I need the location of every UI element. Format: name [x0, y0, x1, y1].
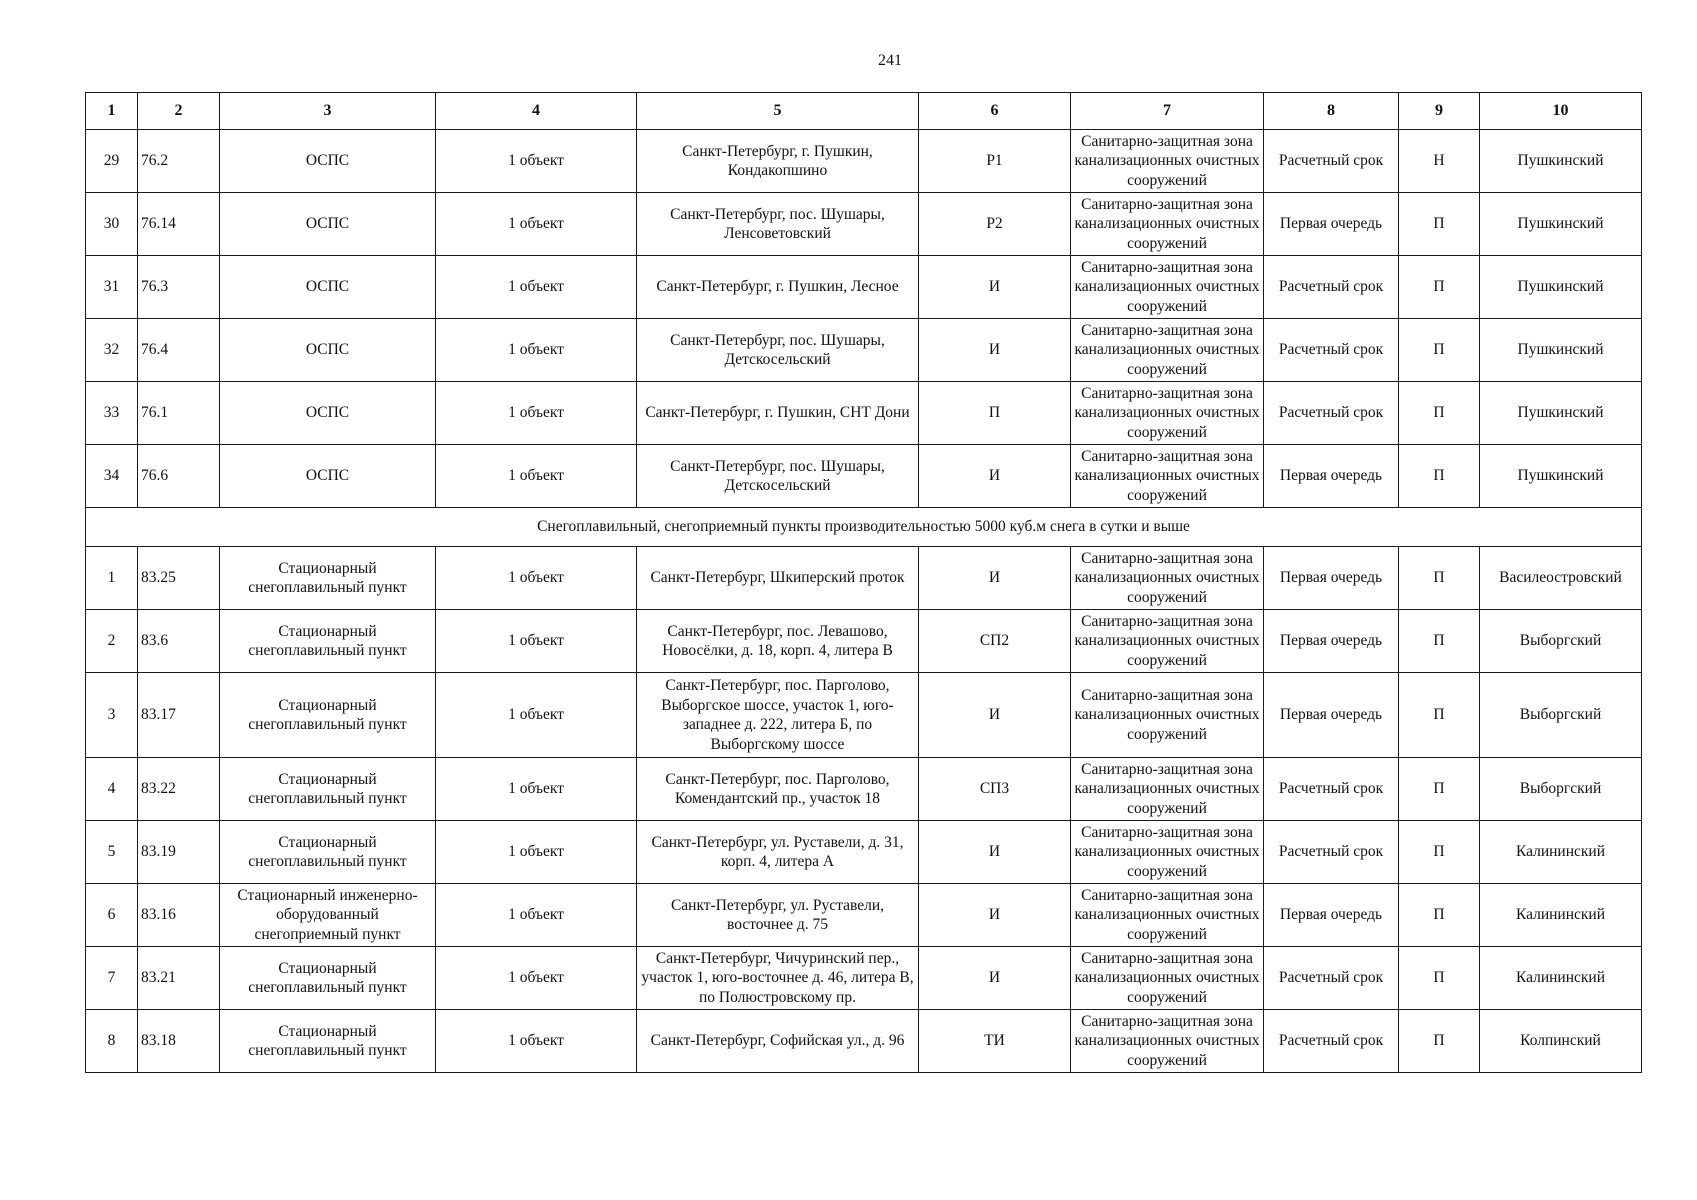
address-cell: Санкт-Петербург, пос. Парголово, Комендантский пр., участок 18 [637, 758, 919, 821]
zone-description-cell: Санитарно-защитная зона канализационных очистных сооружений [1071, 547, 1264, 610]
zone-cell: И [919, 821, 1071, 884]
term-cell: Первая очередь [1264, 547, 1399, 610]
zone-description-cell: Санитарно-защитная зона канализационных очистных сооружений [1071, 193, 1264, 256]
district-cell: Калининский [1480, 884, 1642, 947]
district-cell: Пушкинский [1480, 193, 1642, 256]
zone-description-cell: Санитарно-защитная зона канализационных очистных сооружений [1071, 821, 1264, 884]
zone-description-cell: Санитарно-защитная зона канализационных очистных сооружений [1071, 319, 1264, 382]
term-cell: Первая очередь [1264, 673, 1399, 758]
row-number-cell: 4 [86, 758, 138, 821]
table-row [86, 947, 1642, 1010]
object-type-cell: ОСПС [220, 319, 436, 382]
zone-description-cell: Санитарно-защитная зона канализационных очистных сооружений [1071, 445, 1264, 508]
row-number-cell: 31 [86, 256, 138, 319]
object-code-cell: 83.16 [138, 884, 220, 947]
table-row [86, 382, 1642, 445]
table-section [86, 508, 1642, 547]
object-code-cell: 83.25 [138, 547, 220, 610]
district-cell: Пушкинский [1480, 256, 1642, 319]
term-cell: Расчетный срок [1264, 256, 1399, 319]
zone-cell: И [919, 319, 1071, 382]
address-cell: Санкт-Петербург, пос. Левашово, Новосёлки, д. 18, корп. 4, литера В [637, 610, 919, 673]
zone-cell: СП3 [919, 758, 1071, 821]
zone-description-cell: Санитарно-защитная зона канализационных очистных сооружений [1071, 610, 1264, 673]
row-number-cell: 2 [86, 610, 138, 673]
page-number: 241 [878, 52, 902, 69]
address-cell: Санкт-Петербург, пос. Шушары, Ленсоветовский [637, 193, 919, 256]
header-cell: 9 [1399, 93, 1480, 130]
row-number-cell: 6 [86, 884, 138, 947]
status-cell: П [1399, 610, 1480, 673]
district-cell: Калининский [1480, 821, 1642, 884]
district-cell: Василеостровский [1480, 547, 1642, 610]
zone-description-cell: Санитарно-защитная зона канализационных очистных сооружений [1071, 947, 1264, 1010]
status-cell: П [1399, 673, 1480, 758]
table-row [86, 884, 1642, 947]
address-cell: Санкт-Петербург, ул. Руставели, д. 31, корп. 4, литера А [637, 821, 919, 884]
object-type-cell: Стационарный снегоплавильный пункт [220, 673, 436, 758]
object-type-cell: ОСПС [220, 256, 436, 319]
term-cell: Расчетный срок [1264, 382, 1399, 445]
object-code-cell: 83.18 [138, 1010, 220, 1073]
term-cell: Первая очередь [1264, 610, 1399, 673]
header-cell: 5 [637, 93, 919, 130]
term-cell: Расчетный срок [1264, 947, 1399, 1010]
object-code-cell: 76.2 [138, 130, 220, 193]
address-cell: Санкт-Петербург, г. Пушкин, Кондакопшино [637, 130, 919, 193]
row-number-cell: 33 [86, 382, 138, 445]
status-cell: П [1399, 547, 1480, 610]
status-cell: П [1399, 947, 1480, 1010]
object-code-cell: 83.6 [138, 610, 220, 673]
row-number-cell: 34 [86, 445, 138, 508]
zone-cell: И [919, 445, 1071, 508]
table-body-snow [86, 547, 1642, 1073]
object-code-cell: 76.14 [138, 193, 220, 256]
quantity-cell: 1 объект [436, 1010, 637, 1073]
address-cell: Санкт-Петербург, пос. Шушары, Детскосельский [637, 319, 919, 382]
object-code-cell: 83.21 [138, 947, 220, 1010]
address-cell: Санкт-Петербург, г. Пушкин, Лесное [637, 256, 919, 319]
table-row [86, 193, 1642, 256]
status-cell: П [1399, 319, 1480, 382]
object-type-cell: Стационарный снегоплавильный пункт [220, 758, 436, 821]
term-cell: Первая очередь [1264, 193, 1399, 256]
zone-cell: СП2 [919, 610, 1071, 673]
object-type-cell: ОСПС [220, 445, 436, 508]
status-cell: П [1399, 758, 1480, 821]
object-type-cell: Стационарный снегоплавильный пункт [220, 821, 436, 884]
district-cell: Калининский [1480, 947, 1642, 1010]
district-cell: Выборгский [1480, 758, 1642, 821]
district-cell: Выборгский [1480, 673, 1642, 758]
address-cell: Санкт-Петербург, г. Пушкин, СНТ Дони [637, 382, 919, 445]
zone-cell: Р2 [919, 193, 1071, 256]
address-cell: Санкт-Петербург, Шкиперский проток [637, 547, 919, 610]
header-cell: 7 [1071, 93, 1264, 130]
quantity-cell: 1 объект [436, 382, 637, 445]
district-cell: Пушкинский [1480, 382, 1642, 445]
quantity-cell: 1 объект [436, 758, 637, 821]
zone-cell: И [919, 256, 1071, 319]
object-code-cell: 76.3 [138, 256, 220, 319]
term-cell: Расчетный срок [1264, 319, 1399, 382]
object-type-cell: Стационарный снегоплавильный пункт [220, 610, 436, 673]
object-type-cell: Стационарный снегоплавильный пункт [220, 547, 436, 610]
row-number-cell: 5 [86, 821, 138, 884]
table-row [86, 1010, 1642, 1073]
table-row [86, 319, 1642, 382]
status-cell: П [1399, 821, 1480, 884]
table-row [86, 547, 1642, 610]
row-number-cell: 32 [86, 319, 138, 382]
object-type-cell: Стационарный снегоплавильный пункт [220, 947, 436, 1010]
status-cell: П [1399, 1010, 1480, 1073]
status-cell: П [1399, 445, 1480, 508]
header-cell: 8 [1264, 93, 1399, 130]
address-cell: Санкт-Петербург, ул. Руставели, восточнее д. 75 [637, 884, 919, 947]
table-row [86, 758, 1642, 821]
table-body-pumping [86, 130, 1642, 508]
zone-cell: И [919, 884, 1071, 947]
status-cell: П [1399, 382, 1480, 445]
row-number-cell: 29 [86, 130, 138, 193]
object-type-cell: Стационарный снегоплавильный пункт [220, 1010, 436, 1073]
object-code-cell: 83.19 [138, 821, 220, 884]
header-cell: 1 [86, 93, 138, 130]
table-row [86, 821, 1642, 884]
zone-description-cell: Санитарно-защитная зона канализационных очистных сооружений [1071, 382, 1264, 445]
quantity-cell: 1 объект [436, 130, 637, 193]
object-type-cell: ОСПС [220, 382, 436, 445]
row-number-cell: 30 [86, 193, 138, 256]
header-cell: 2 [138, 93, 220, 130]
table-row [86, 673, 1642, 758]
header-cell: 4 [436, 93, 637, 130]
zone-cell: Р1 [919, 130, 1071, 193]
zone-description-cell: Санитарно-защитная зона канализационных очистных сооружений [1071, 256, 1264, 319]
zone-description-cell: Санитарно-защитная зона канализационных очистных сооружений [1071, 884, 1264, 947]
address-cell: Санкт-Петербург, Софийская ул., д. 96 [637, 1010, 919, 1073]
object-code-cell: 83.17 [138, 673, 220, 758]
zone-description-cell: Санитарно-защитная зона канализационных очистных сооружений [1071, 673, 1264, 758]
quantity-cell: 1 объект [436, 445, 637, 508]
table-header [86, 93, 1642, 130]
quantity-cell: 1 объект [436, 256, 637, 319]
zone-cell: П [919, 382, 1071, 445]
object-code-cell: 83.22 [138, 758, 220, 821]
zone-cell: И [919, 673, 1071, 758]
object-code-cell: 76.4 [138, 319, 220, 382]
table-row [86, 445, 1642, 508]
zone-description-cell: Санитарно-защитная зона канализационных очистных сооружений [1071, 758, 1264, 821]
address-cell: Санкт-Петербург, Чичуринский пер., участок 1, юго-восточнее д. 46, литера В, по Полюстровскому пр. [637, 947, 919, 1010]
status-cell: П [1399, 193, 1480, 256]
address-cell: Санкт-Петербург, пос. Парголово, Выборгское шоссе, участок 1, юго-западнее д. 222, литера Б, по Выборгскому шоссе [637, 673, 919, 758]
header-cell: 10 [1480, 93, 1642, 130]
objects-table [85, 92, 1642, 1073]
district-cell: Пушкинский [1480, 319, 1642, 382]
table-row [86, 256, 1642, 319]
quantity-cell: 1 объект [436, 947, 637, 1010]
address-cell: Санкт-Петербург, пос. Шушары, Детскосельский [637, 445, 919, 508]
district-cell: Пушкинский [1480, 445, 1642, 508]
district-cell: Пушкинский [1480, 130, 1642, 193]
status-cell: Н [1399, 130, 1480, 193]
quantity-cell: 1 объект [436, 547, 637, 610]
object-type-cell: ОСПС [220, 130, 436, 193]
header-cell: 3 [220, 93, 436, 130]
row-number-cell: 8 [86, 1010, 138, 1073]
table-row [86, 130, 1642, 193]
status-cell: П [1399, 256, 1480, 319]
quantity-cell: 1 объект [436, 673, 637, 758]
district-cell: Выборгский [1480, 610, 1642, 673]
quantity-cell: 1 объект [436, 610, 637, 673]
object-code-cell: 76.1 [138, 382, 220, 445]
status-cell: П [1399, 884, 1480, 947]
table-row [86, 610, 1642, 673]
term-cell: Расчетный срок [1264, 758, 1399, 821]
term-cell: Расчетный срок [1264, 1010, 1399, 1073]
row-number-cell: 1 [86, 547, 138, 610]
district-cell: Колпинский [1480, 1010, 1642, 1073]
object-type-cell: Стационарный инженерно-оборудованный снегоприемный пункт [220, 884, 436, 947]
zone-description-cell: Санитарно-защитная зона канализационных очистных сооружений [1071, 1010, 1264, 1073]
zone-cell: И [919, 547, 1071, 610]
quantity-cell: 1 объект [436, 884, 637, 947]
row-number-cell: 3 [86, 673, 138, 758]
object-code-cell: 76.6 [138, 445, 220, 508]
term-cell: Расчетный срок [1264, 821, 1399, 884]
section-title: Снегоплавильный, снегоприемный пункты производительностью 5000 куб.м снега в сутки и выше [86, 508, 1642, 547]
row-number-cell: 7 [86, 947, 138, 1010]
term-cell: Первая очередь [1264, 445, 1399, 508]
term-cell: Первая очередь [1264, 884, 1399, 947]
header-cell: 6 [919, 93, 1071, 130]
zone-cell: ТИ [919, 1010, 1071, 1073]
quantity-cell: 1 объект [436, 193, 637, 256]
quantity-cell: 1 объект [436, 319, 637, 382]
zone-description-cell: Санитарно-защитная зона канализационных очистных сооружений [1071, 130, 1264, 193]
term-cell: Расчетный срок [1264, 130, 1399, 193]
zone-cell: И [919, 947, 1071, 1010]
quantity-cell: 1 объект [436, 821, 637, 884]
object-type-cell: ОСПС [220, 193, 436, 256]
